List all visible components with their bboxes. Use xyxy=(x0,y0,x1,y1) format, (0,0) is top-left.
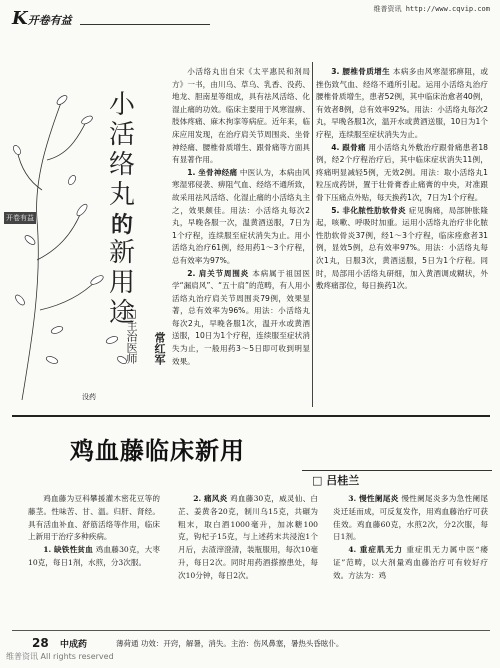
paragraph: 2. 痛风炎 鸡血藤30克，威灵仙、白芷、姜黄各20克，制川乌15克，共碾为粗末，取白酒1000毫升，加冰糖100克，钩杞子15克，与上述药末共浸泡1个月后，去渣滓澄清，装瓶服用，每次10毫升，每日2次。同时用药酒搽擦患处，每次10分钟，每日2次。 xyxy=(178,494,318,580)
paragraph: 2. 肩关节周围炎 本病属于祖国医学“漏肩风”、“五十肩”的范畴，有人用小活络丸治疗肩关节周围炎79例，效果显著，总有效率为96%。用法：小活络丸每次2丸，早晚各服1次，温开水或黄酒送服，10日为1个疗程，连续服至症状消失为止，一般用药3～5日即可收到明显效果。 xyxy=(172,268,311,366)
author-rule xyxy=(302,470,492,471)
title-char: 小 xyxy=(108,90,135,120)
article2-author: □ 吕桂兰 xyxy=(312,474,360,487)
paragraph: 1. 缺铁性贫血 鸡血藤30克，大枣10克，每日1剂，水煎，分3次服。 xyxy=(28,545,160,567)
subheading: 2. 痛风炎 xyxy=(193,494,228,503)
title-char: 活 xyxy=(108,120,135,150)
paragraph: 5. 非化脓性肋软骨炎 症见胸痛，局部肿胀隆起，咳嗽、呼吸时加重。运用小活络丸治疗非化脓性肋软骨炎37例，经1～3个疗程，临床痊愈者31例，显效5例，总有效率97%。用法：小活络丸每次1丸，日服3次，黄酒送服，5日为1个疗程。同时，局部用小活络丸研细，加入黄酒调成糊状，外敷疼痛部位，每日换药1次。 xyxy=(316,205,488,291)
paragraph: 4. 跟骨痛 用小活络丸外敷治疗跟骨痛患者18例，经2个疗程治疗后，其中临床症状消失11例，疼痛明显减轻5例，无效2例。用法：取小活络丸1粒压成药饼，置于壮骨膏香止痛膏的中央，对准跟骨下压痛点外贴，每天换药1次，7日为1个疗程。 xyxy=(316,142,488,202)
section-divider xyxy=(12,415,490,417)
title-char: 新 xyxy=(108,238,135,268)
section-letter: K xyxy=(12,8,28,29)
article2-column-2 xyxy=(178,493,318,583)
subheading: 1. 坐骨神经痛 xyxy=(187,167,238,177)
section-name: 开卷有益 xyxy=(27,14,72,27)
title-char: 络 xyxy=(108,150,135,180)
article2-column-3 xyxy=(333,493,488,583)
copyright-watermark: 维普资讯 All rights reserved xyxy=(6,652,114,661)
title-char: 丸 xyxy=(108,180,135,210)
author-name: 常红军 xyxy=(153,332,166,365)
illustration-caption: 没药 xyxy=(82,393,96,401)
section-tag: 开卷有益 xyxy=(6,214,34,222)
author-org: □主治医师 xyxy=(125,307,138,364)
title-char: 途 xyxy=(108,298,135,328)
article2-title: 鸡血藤临床新用 xyxy=(70,436,245,465)
subheading: 4. 重症肌无力 xyxy=(348,545,403,555)
article2-column-1 xyxy=(28,493,160,570)
site-watermark: 维普资讯 http://www.cqvip.com xyxy=(373,5,490,13)
article1-column-1 xyxy=(172,66,310,368)
subheading: 3. 慢性阑尾炎 xyxy=(348,494,399,503)
subheading: 1. 缺铁性贫血 xyxy=(43,545,94,555)
subheading: 2. 肩关节周围炎 xyxy=(187,268,249,278)
header-rule xyxy=(80,24,210,25)
column-divider xyxy=(312,62,313,407)
paragraph: 4. 重症肌无力 重症肌无力属中医“痿证”范畴，以大剂量鸡血藤治疗可有较好疗效。方法为：鸡 xyxy=(333,545,488,580)
paragraph: 3. 慢性阑尾炎 慢性阑尾炎多为急性阑尾炎迁延而成，可反复发作，用鸡血藤治疗可获佳效。鸡血藤60克，水煎2次，分2次服，每日1剂。 xyxy=(333,494,488,542)
paragraph: 小活络丸出自宋《太平惠民和剂局方》一书，由川乌、草乌、乳香、没药、地龙、胆南星等组成，具有祛风活络、化湿止痛的功效。临床主要用于风寒湿痹、肢体疼痛、麻木拘挛等病症。近年来，临床应用发现，在治疗肩关节周围炎、坐骨神经痛、腰椎骨质增生、跟骨痛等方面具有显著作用。 xyxy=(172,67,310,165)
page-number: 28 xyxy=(32,636,49,650)
paragraph: 3. 腰椎骨质增生 本病多由风寒湿邪痹阻，或挫伤致气血、经络不通所引起。运用小活络丸治疗腰椎骨质增生，患者52例，其中临床治愈者40例，有效者8例，总有效率92%。用法：小活络丸每次2丸，早晚各服1次，温开水或黄酒送服，10日为1个疗程，连续服至症状消失为止。 xyxy=(316,67,489,139)
footer-rule xyxy=(12,630,490,631)
subheading: 5. 非化脓性肋软骨炎 xyxy=(331,205,407,215)
paragraph: 鸡血藤为豆科攀援灌木密花豆等的藤茎。性味苦、甘、温。归肝、肾经。具有活血补血、舒筋活络等作用，临床上新用于治疗多种疾病。 xyxy=(28,494,160,542)
article-title xyxy=(86,90,158,240)
subheading: 3. 腰椎骨质增生 xyxy=(331,67,391,76)
subheading: 4. 跟骨痛 xyxy=(331,142,366,152)
section-header xyxy=(12,8,72,29)
paragraph: 1. 坐骨神经痛 中医认为，本病由风寒湿邪侵袭、痹阻气血、经络不通所致，故采用祛风活络、化湿止痛的小活络丸主之，效果颇佳。用法：小活络丸每次2丸，早晚各服一次，温黄酒送服，7日为1个疗程，连续服至症状消失为止。用小活络丸治疗61例，经用药1～3个疗程，总有效率为97%。 xyxy=(172,167,311,265)
title-char: 用 xyxy=(108,268,135,298)
footer-brand: 中成药 xyxy=(60,640,88,650)
footer-text: 薄荷通 功效：开窍，解暑，消失。主治：伤风鼻塞，暑热头昏眩仆。 xyxy=(116,639,344,648)
article1-column-2 xyxy=(316,66,488,293)
title-char: 的 xyxy=(110,212,133,238)
